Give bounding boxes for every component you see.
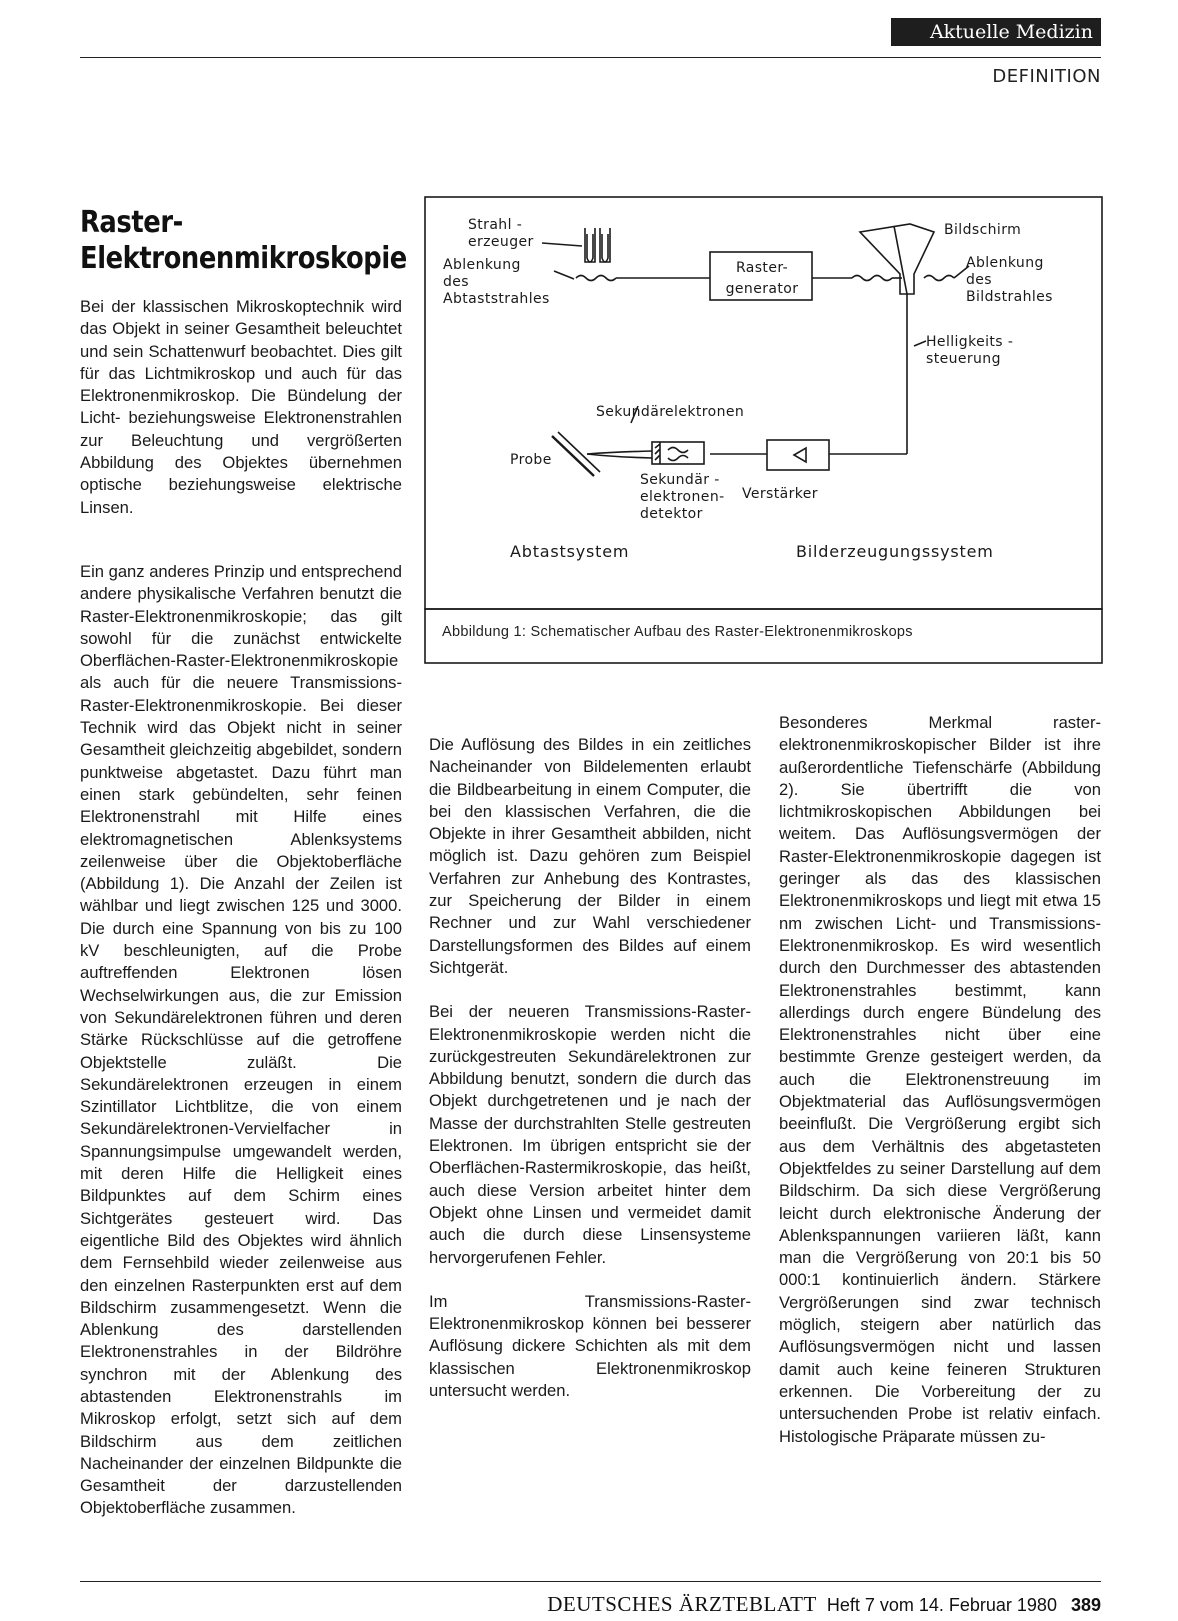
- secondary-path-2: [587, 454, 652, 458]
- secondary-path: [587, 451, 652, 454]
- paragraph: Besonderes Merkmal raster-elektronenmikroskopischer Bilder ist ihre außerordentliche Tiefenschärfe (Abbildung 2). Sie übertrifft die von lichtmikroskopischen Abbildungen bei weitem. Das Auflösungsvermögen der Raster-Elektronenmikroskopie dagegen ist geringer als das des klassischen Elektronenmikroskops und liegt mit etwa 15 nm zwischen Licht- und Transmissions-Elektronenmikroskop. Es wird wesentlich durch den Durchmesser des abtastenden Elektronenstrahles bestimmt, kann allerdings durch engere Bündelung des Elektronenstrahles nicht über eine bestimmte Grenze gesteigert werden, da auch die Elektronenstreuung im Objektmaterial das Auflösungsvermögen beeinflußt. Die Vergrößerung ergibt sich aus dem Verhältnis des abgetasteten Objektfeldes zu seiner Darstellung auf dem Bildschirm. Da sich diese Vergrößerung leicht durch elektronische Änderung der Ablenkspannungen variieren läßt, kann man die Vergrößerung von 20:1 bis 50 000:1 kontinuierlich ändern. Stärkere Vergrößerungen sind zwar technisch möglich, steigern aber natürlich das Auflösungsvermögen nicht und lassen damit auch keine feineren Strukturen erkennen. Die Vorbereitung der zu untersuchenden Probe ist relativ einfach. Histologische Präparate müssen zu-: [779, 713, 1101, 1446]
- deflection-coil-screen: [852, 276, 892, 281]
- label-raster-generator: Raster- generator: [725, 260, 799, 297]
- detector-scintillator: [655, 442, 660, 464]
- article-title: Raster- Elektronenmikroskopie: [80, 205, 407, 276]
- column-1-intro: [80, 296, 402, 519]
- specimen-edge: [558, 432, 600, 472]
- deflection-coil-picture: [924, 276, 954, 281]
- label-scan-system: Abtastsystem: [510, 542, 630, 561]
- kicker: DEFINITION: [992, 66, 1101, 87]
- figure-1: [424, 196, 1103, 664]
- issue-info: Heft 7 vom 14. Februar 1980: [826, 1595, 1057, 1615]
- figure-caption: Abbildung 1: Schematischer Aufbau des Raster-Elektronenmikroskops: [442, 624, 913, 640]
- brightness-leader: [914, 341, 926, 346]
- page-number: 389: [1070, 1595, 1101, 1615]
- section-badge: Aktuelle Medizin: [891, 18, 1101, 46]
- gun-inner: [587, 234, 593, 262]
- label-secondary-electrons: Sekundärelektronen: [596, 404, 745, 420]
- column-3: [779, 712, 1101, 1448]
- label-detector: Sekundär - elektronen- detektor: [640, 472, 725, 522]
- deflection-coil-scan: [576, 276, 616, 281]
- paragraph: Im Transmissions-Raster-Elektronenmikroskop können bei besserer Auflösung dickere Schichten als mit dem klassischen Elektronenmikroskop untersucht werden.: [429, 1291, 751, 1401]
- label-brightness-control: Helligkeits - steuerung: [926, 334, 1014, 367]
- paragraph: Die Auflösung des Bildes in ein zeitliches Nacheinander von Bildelementen erlaubt die Bildbearbeitung in einem Computer, die bei den klassischen Verfahren, die die Objekte in ihrer Gesamtheit abbilden, nicht möglich ist. Dazu gehören zum Beispiel Verfahren zur Anhebung des Kontrastes, zur Speicherung der Bilder in einem Rechner und zur Wahl verschiedener Darstellungsformen des Bildes auf einem Sichtgerät.: [429, 735, 751, 977]
- gun-leader: [542, 243, 582, 246]
- paragraph: Bei der neueren Transmissions-Raster-Elektronenmikroskopie werden nicht die zurückgestreuten Sekundärelektronen zur Abbildung benutzt, sondern die durch das Objekt durchgetretenen und je nach der Masse der durchstrahlten Stelle gestreuten Elektronen. Im übrigen entspricht sie der Oberflächen-Rastermikroskopie, das heißt, auch diese Version arbeitet hinter dem Objekt ohne Linsen und vermeidet damit auch die durch diese Linsensysteme hervorgerufenen Fehler.: [429, 1002, 751, 1267]
- label-beam-generator: Strahl - erzeuger: [468, 217, 534, 250]
- label-specimen: Probe: [510, 452, 552, 468]
- gun-inner-2: [602, 234, 608, 262]
- label-image-system: Bilderzeugungssystem: [796, 542, 994, 561]
- scan-deflection-leader: [554, 271, 574, 279]
- journal-name: DEUTSCHES ÄRZTEBLATT: [547, 1592, 817, 1616]
- label-amplifier: Verstärker: [742, 486, 818, 502]
- paragraph: Ein ganz anderes Prinzip und entsprechend andere physikalische Verfahren benutzt die Raster-Elektronenmikroskopie; das gilt sowohl für die zunächst entwickelte Oberflächen-Raster-Elektronenmikroskopie als auch für die neuere Transmissions-Raster-Elektronenmikroskopie. Bei dieser Technik wird das Objekt nicht in seiner Gesamtheit gleichzeitig abgebildet, sondern punktweise abgetastet. Dazu führt man einen stark gebündelten, sehr feinen Elektronenstrahl mit Hilfe eines elektromagnetischen Ablenksystems zeilenweise über die Objektoberfläche (Abbildung 1). Die Anzahl der Zeilen ist wählbar und liegt zwischen 125 und 3000. Die durch eine Spannung von bis zu 100 kV beschleunigten, auf die Probe auftreffenden Elektronen lösen Wechselwirkungen aus, die zur Emission von Sekundärelektronen führen und deren Stärke Rückschlüsse auf die getroffene Objektstelle zuläßt. Die Sekundärelektronen erzeugen in einem Szintillator Lichtblitze, die von einem Sekundärelektronen-Vervielfacher in Spannungsimpulse umgewandelt werden, mit deren Hilfe die Helligkeit eines Bildpunktes auf dem Schirm eines Sichtgerätes gesteuert wird. Das eigentliche Bild des Objektes wird ähnlich dem Fernsehbild wieder zeilenweise aus den einzelnen Rasterpunkten erst auf dem Bildschirm zusammengesetzt. Wenn die Ablenkung des darstellenden Elektronenstrahles in der Bildröhre synchron mit der Ablenkung des abtastenden Elektronenstrahls im Mikroskop erfolgt, setzt sich auf dem Bildschirm aus dem zeitlichen Nacheinander der einzelnen Bildpunkte die Gesamtheit der darzustellenden Objektoberfläche zusammen.: [80, 562, 402, 1518]
- label-scan-deflection: Ablenkung des Abtaststrahles: [443, 257, 550, 307]
- label-picture-deflection: Ablenkung des Bildstrahles: [966, 255, 1053, 305]
- column-1-main: [80, 561, 402, 1520]
- column-2: [429, 712, 751, 1402]
- specimen: [552, 436, 594, 476]
- page-footer: [547, 1592, 1101, 1617]
- picture-tube: [860, 224, 934, 294]
- amplifier-box: [767, 440, 829, 470]
- label-screen: Bildschirm: [944, 222, 1022, 238]
- detector-coil-2: [668, 456, 688, 461]
- paragraph: Bei der klassischen Mikroskoptechnik wird das Objekt in seiner Gesamtheit beleuchtet und sein Schattenwurf beobachtet. Dies gilt für das Lichtmikroskop und auch für das Elektronenmikroskop. Die Bündelung der Licht- beziehungsweise Elektronenstrahlen zur Beleuchtung und vergrößerten Abbildung des Objektes übernehmen optische beziehungsweise elektrische Linsen.: [80, 297, 402, 517]
- footer-rule: [80, 1581, 1101, 1582]
- detector-coil: [668, 448, 688, 453]
- top-rule: [80, 57, 1101, 58]
- amplifier-symbol: [794, 448, 806, 462]
